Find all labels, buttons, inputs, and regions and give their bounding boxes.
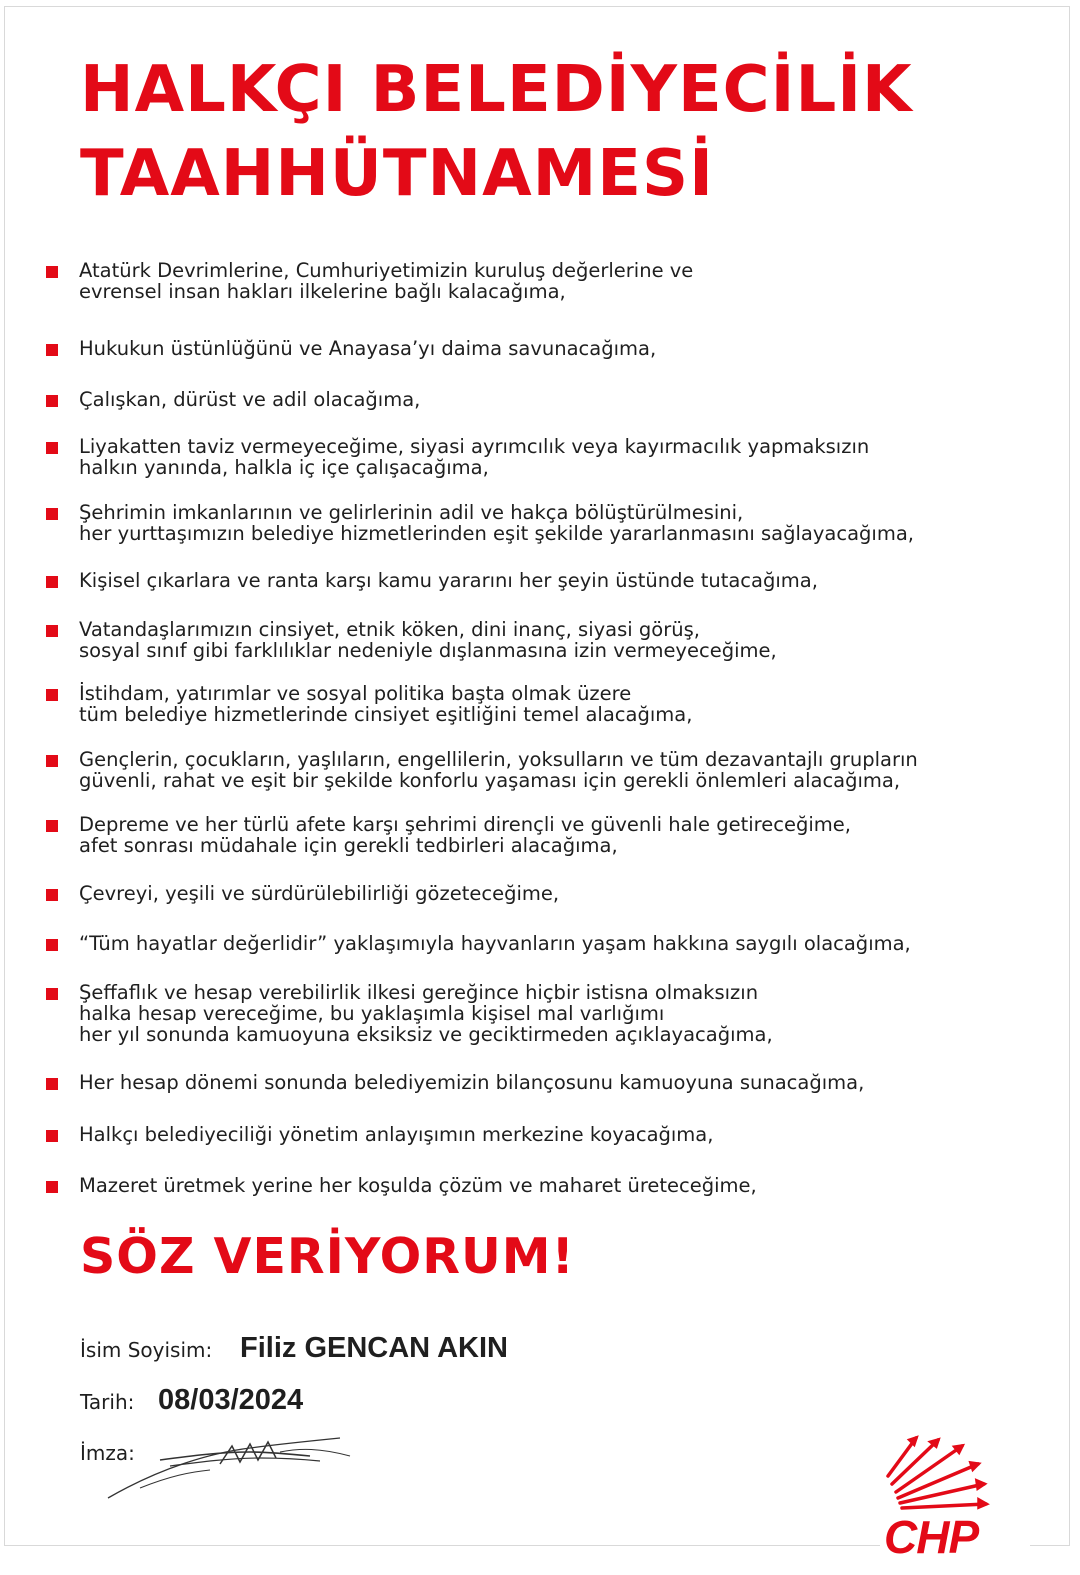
square-bullet-icon	[46, 939, 58, 951]
commitment-text: Şeffaflık ve hesap verebilirlik ilkesi gereğince hiçbir istisna olmaksızın halka hesap vereceğime, bu yaklaşımla kişisel mal varlığımı her yıl sonunda kamuoyuna eksiksiz ve geciktirmeden açıklayacağıma,	[79, 981, 773, 1046]
square-bullet-icon	[46, 266, 58, 278]
commitment-text: Çalışkan, dürüst ve adil olacağıma,	[79, 388, 421, 411]
document-title: HALKÇI BELEDİYECİLİK TAAHHÜTNAMESİ	[80, 53, 913, 211]
square-bullet-icon	[46, 755, 58, 767]
square-bullet-icon	[46, 820, 58, 832]
commitment-text: Mazeret üretmek yerine her koşulda çözüm ve maharet üreteceğime,	[79, 1174, 757, 1197]
square-bullet-icon	[46, 1078, 58, 1090]
square-bullet-icon	[46, 344, 58, 356]
commitment-text: Gençlerin, çocukların, yaşlıların, engellilerin, yoksulların ve tüm dezavantajlı grupların güvenli, rahat ve eşit bir şekilde konforlu yaşaması için gerekli önlemleri alacağıma,	[79, 748, 918, 792]
commitment-text: İstihdam, yatırımlar ve sosyal politika başta olmak üzere tüm belediye hizmetlerinde cinsiyet eşitliğini temel alacağıma,	[79, 682, 693, 726]
date-label: Tarih:	[80, 1390, 135, 1414]
name-value: Filiz GENCAN AKIN	[240, 1332, 508, 1364]
square-bullet-icon	[46, 1181, 58, 1193]
six-arrows-logo-icon	[880, 1432, 990, 1512]
commitment-text: Hukukun üstünlüğünü ve Anayasa’yı daima savunacağıma,	[79, 337, 657, 360]
square-bullet-icon	[46, 889, 58, 901]
commitment-text: Her hesap dönemi sonunda belediyemizin bilançosunu kamuoyuna sunacağıma,	[79, 1071, 865, 1094]
square-bullet-icon	[46, 442, 58, 454]
commitment-text: Liyakatten taviz vermeyeceğime, siyasi ayrımcılık veya kayırmacılık yapmaksızın halkın yanında, halkla iç içe çalışacağıma,	[79, 435, 870, 479]
square-bullet-icon	[46, 1130, 58, 1142]
commitment-text: Çevreyi, yeşili ve sürdürülebilirliği gözeteceğime,	[79, 882, 560, 905]
signature-scribble	[100, 1418, 370, 1503]
square-bullet-icon	[46, 395, 58, 407]
commitment-text: Depreme ve her türlü afete karşı şehrimi dirençli ve güvenli hale getireceğime, afet sonrası müdahale için gerekli tedbirleri alacağıma,	[79, 813, 851, 857]
signature-label: İmza:	[80, 1441, 135, 1465]
commitment-text: “Tüm hayatlar değerlidir” yaklaşımıyla hayvanların yaşam hakkına saygılı olacağıma,	[79, 932, 911, 955]
commitment-text: Atatürk Devrimlerine, Cumhuriyetimizin kuruluş değerlerine ve evrensel insan hakları ilkelerine bağlı kalacağıma,	[79, 259, 694, 303]
square-bullet-icon	[46, 988, 58, 1000]
square-bullet-icon	[46, 576, 58, 588]
commitment-text: Vatandaşlarımızın cinsiyet, etnik köken, dini inanç, siyasi görüş, sosyal sınıf gibi farklılıklar nedeniyle dışlanmasına izin vermeyeceğime,	[79, 618, 777, 662]
square-bullet-icon	[46, 689, 58, 701]
square-bullet-icon	[46, 508, 58, 520]
commitment-text: Kişisel çıkarlara ve ranta karşı kamu yararını her şeyin üstünde tutacağıma,	[79, 569, 818, 592]
chp-logo-text: CHP	[884, 1511, 979, 1563]
square-bullet-icon	[46, 625, 58, 637]
commitment-text: Halkçı belediyeciliği yönetim anlayışımın merkezine koyacağıma,	[79, 1123, 714, 1146]
date-value: 08/03/2024	[158, 1384, 304, 1416]
name-label: İsim Soyisim:	[80, 1338, 213, 1362]
commitment-text: Şehrimin imkanlarının ve gelirlerinin adil ve hakça bölüştürülmesini, her yurttaşımızın belediye hizmetlerinden eşit şekilde yararlanmasını sağlayacağıma,	[79, 501, 914, 545]
promise-heading: SÖZ VERİYORUM!	[80, 1228, 575, 1285]
